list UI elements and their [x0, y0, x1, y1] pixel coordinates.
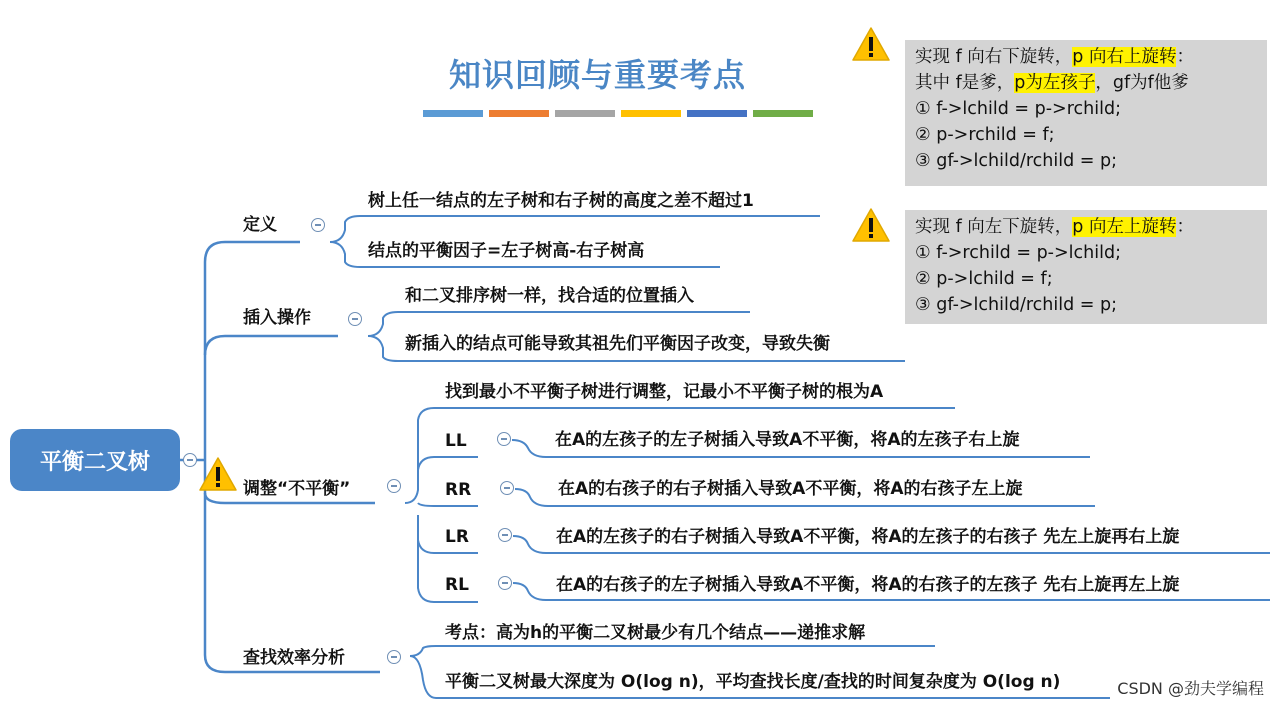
- collapse-icon-root[interactable]: [183, 453, 197, 467]
- note-right-line-3: ① f->lchild = p->rchild;: [915, 99, 1121, 119]
- collapse-icon-rl[interactable]: [498, 576, 512, 590]
- collapse-icon-adjust[interactable]: [387, 479, 401, 493]
- note-left-line-3: ② p->lchild = f;: [915, 269, 1053, 289]
- collapse-icon-search[interactable]: [387, 650, 401, 664]
- case-name-rr: RR: [445, 480, 472, 500]
- collapse-icon-lr[interactable]: [498, 528, 512, 542]
- warning-icon-right-rotate: [851, 26, 891, 66]
- branch-search-label: 查找效率分析: [243, 648, 345, 668]
- warning-icon-adjust: [198, 456, 238, 496]
- note-right-rotate: [905, 40, 1267, 186]
- branch-definition-label: 定义: [243, 215, 277, 235]
- definition-item-2: 结点的平衡因子=左子树高-右子树高: [368, 241, 645, 261]
- case-desc-rl: 在A的右孩子的左子树插入导致A不平衡，将A的右孩子的左孩子 先右上旋再左上旋: [556, 575, 1180, 595]
- collapse-icon-ll[interactable]: [497, 432, 511, 446]
- note-right-line-5: ③ gf->lchild/rchild = p;: [915, 151, 1117, 171]
- branch-insert-label: 插入操作: [243, 308, 311, 328]
- collapse-icon-definition[interactable]: [311, 218, 325, 232]
- note-left-line-2: ① f->rchild = p->lchild;: [915, 243, 1121, 263]
- definition-item-1: 树上任一结点的左子树和右子树的高度之差不超过1: [368, 191, 754, 211]
- insert-item-1: 和二叉排序树一样，找合适的位置插入: [405, 286, 694, 306]
- case-name-rl: RL: [445, 575, 469, 595]
- note-right-line-2: 其中 f是爹，p为左孩子，gf为f他爹: [915, 73, 1189, 93]
- note-left-line-4: ③ gf->lchild/rchild = p;: [915, 295, 1117, 315]
- collapse-icon-insert[interactable]: [348, 312, 362, 326]
- note-left-rotate: [905, 210, 1267, 324]
- branch-adjust-label: 调整“不平衡”: [243, 479, 351, 499]
- adjust-intro: 找到最小不平衡子树进行调整，记最小不平衡子树的根为A: [445, 382, 884, 402]
- insert-item-2: 新插入的结点可能导致其祖先们平衡因子改变，导致失衡: [405, 334, 830, 354]
- page-title: 知识回顾与重要考点: [449, 56, 747, 94]
- case-desc-rr: 在A的右孩子的右子树插入导致A不平衡，将A的右孩子左上旋: [558, 479, 1023, 499]
- note-right-line-1: 实现 f 向右下旋转，p 向右上旋转：: [915, 47, 1194, 67]
- note-right-line-4: ② p->rchild = f;: [915, 125, 1055, 145]
- root-node: 平衡二叉树: [10, 429, 180, 491]
- case-name-ll: LL: [445, 431, 467, 451]
- warning-icon-left-rotate: [851, 207, 891, 247]
- case-name-lr: LR: [445, 527, 469, 547]
- csdn-watermark: CSDN @劲夫学编程: [1117, 679, 1264, 698]
- search-item-2: 平衡二叉树最大深度为 O(log n)，平均查找长度/查找的时间复杂度为 O(log n): [445, 672, 1061, 692]
- search-item-1: 考点：高为h的平衡二叉树最少有几个结点——递推求解: [445, 623, 866, 643]
- case-desc-lr: 在A的左孩子的右子树插入导致A不平衡，将A的左孩子的右孩子 先左上旋再右上旋: [556, 527, 1180, 547]
- collapse-icon-rr[interactable]: [500, 481, 514, 495]
- note-left-line-1: 实现 f 向左下旋转，p 向左上旋转：: [915, 217, 1194, 237]
- case-desc-ll: 在A的左孩子的左子树插入导致A不平衡，将A的左孩子右上旋: [555, 430, 1020, 450]
